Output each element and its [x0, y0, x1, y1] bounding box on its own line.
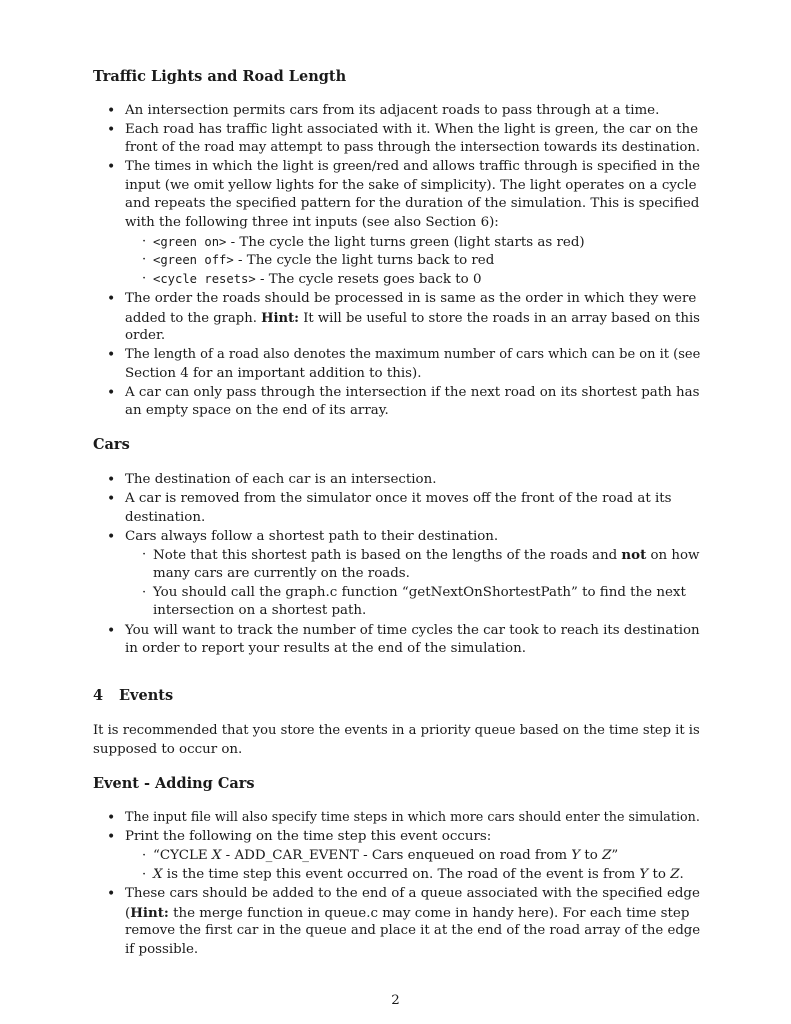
paragraph-line: destination. [125, 510, 206, 525]
paragraph-line: It is recommended that you store the events in a priority queue based on the time step it is [93, 723, 700, 738]
bullet-icon: • [107, 347, 116, 363]
sub-bullet-icon: · [142, 867, 147, 882]
paragraph-line: The input file will also specify time steps in which more cars should enter the simulation. [125, 810, 700, 825]
sub-bullet-line: X is the time step this event occurred on. The road of the event is from Y to Z. [153, 867, 684, 882]
paragraph-line: if possible. [125, 942, 199, 957]
section-heading-adding-cars: Event - Adding Cars [93, 775, 255, 792]
bullet-icon: • [107, 385, 116, 401]
sub-bullet-line: <green off> - The cycle the light turns back to red [153, 253, 495, 268]
bullet-icon: • [107, 886, 116, 902]
hint-label: Hint: [130, 905, 169, 921]
sub-bullet-line: “CYCLE X - ADD_CAR_EVENT - Cars enqueued on road from Y to Z” [153, 848, 619, 863]
paragraph-line: The times in which the light is green/red and allows traffic through is specified in the [125, 159, 701, 174]
bullet-icon: • [107, 159, 116, 175]
paragraph-line: A car is removed from the simulator once it moves off the front of the road at its [125, 491, 672, 506]
bullet-icon: • [107, 623, 116, 639]
paragraph-line: (Hint: the merge function in queue.c may come in handy here). For each time step [125, 905, 690, 921]
paragraph-line: Cars always follow a shortest path to their destination. [125, 529, 499, 544]
bullet-icon: • [107, 472, 116, 488]
sub-bullet-icon: · [142, 234, 147, 249]
paragraph-line: A car can only pass through the intersection if the next road on its shortest path has [125, 385, 700, 400]
paragraph-line: Each road has traffic light associated with it. When the light is green, the car on the [125, 122, 699, 137]
paragraph-line: in order to report your results at the end of the simulation. [125, 641, 526, 656]
paragraph-line: front of the road may attempt to pass through the intersection towards its destination. [125, 140, 701, 155]
sub-bullet-icon: · [142, 547, 147, 562]
bullet-icon: • [107, 829, 116, 845]
sub-bullet-icon: · [142, 252, 147, 267]
paragraph-line: supposed to occur on. [93, 742, 243, 757]
section-heading-events: 4 Events [93, 687, 174, 704]
sub-bullet-icon: · [142, 271, 147, 286]
emphasis-not: not [621, 547, 647, 563]
paragraph-line: The destination of each car is an intersection. [125, 472, 437, 487]
code-green-on: <green on> [153, 235, 227, 249]
sub-bullet-line: Note that this shortest path is based on the lengths of the roads and not on how [153, 547, 700, 563]
bullet-icon: • [107, 122, 116, 138]
section-heading-cars: Cars [93, 436, 130, 453]
bullet-icon: • [107, 529, 116, 545]
paragraph-line: with the following three int inputs (see also Section 6): [125, 215, 499, 230]
paragraph-line: added to the graph. Hint: It will be useful to store the roads in an array based on this [125, 310, 700, 326]
section-number: 4 [93, 687, 104, 704]
bullet-icon: • [107, 103, 116, 119]
page-number: 2 [391, 993, 400, 1008]
paragraph-line: An intersection permits cars from its adjacent roads to pass through at a time. [125, 103, 660, 118]
sub-bullet-icon: · [142, 848, 147, 863]
bullet-icon: • [107, 810, 116, 826]
sub-bullet-icon: · [142, 585, 147, 600]
sub-bullet-line: intersection on a shortest path. [153, 603, 367, 618]
hint-label: Hint: [261, 310, 300, 326]
bullet-icon: • [107, 291, 116, 307]
code-cycle-resets: <cycle resets> [153, 272, 256, 286]
paragraph-line: order. [125, 328, 166, 343]
paragraph-line: input (we omit yellow lights for the sake of simplicity). The light operates on a cycle [125, 178, 697, 193]
paragraph-line: The length of a road also denotes the maximum number of cars which can be on it (see [125, 347, 701, 362]
code-green-off: <green off> [153, 253, 234, 267]
sub-bullet-line: <green on> - The cycle the light turns green (light starts as red) [153, 235, 585, 250]
paragraph-line: These cars should be added to the end of a queue associated with the specified edge [125, 886, 700, 901]
paragraph-line: and repeats the specified pattern for the duration of the simulation. This is specified [125, 196, 700, 211]
sub-bullet-line: many cars are currently on the roads. [153, 566, 410, 581]
sub-bullet-line: You should call the graph.c function “getNextOnShortestPath” to find the next [153, 585, 686, 600]
paragraph-line: Print the following on the time step this event occurs: [125, 829, 492, 844]
paragraph-line: Section 4 for an important addition to this). [125, 366, 422, 381]
sub-bullet-line: <cycle resets> - The cycle resets goes back to 0 [153, 272, 482, 287]
section-heading-traffic-lights: Traffic Lights and Road Length [93, 68, 347, 85]
paragraph-line: The order the roads should be processed in is same as the order in which they were [125, 291, 697, 306]
paragraph-line: remove the first car in the queue and place it at the end of the road array of the edge [125, 923, 701, 938]
paragraph-line: an empty space on the end of its array. [125, 403, 389, 418]
bullet-icon: • [107, 491, 116, 507]
paragraph-line: You will want to track the number of time cycles the car took to reach its destination [125, 623, 700, 638]
